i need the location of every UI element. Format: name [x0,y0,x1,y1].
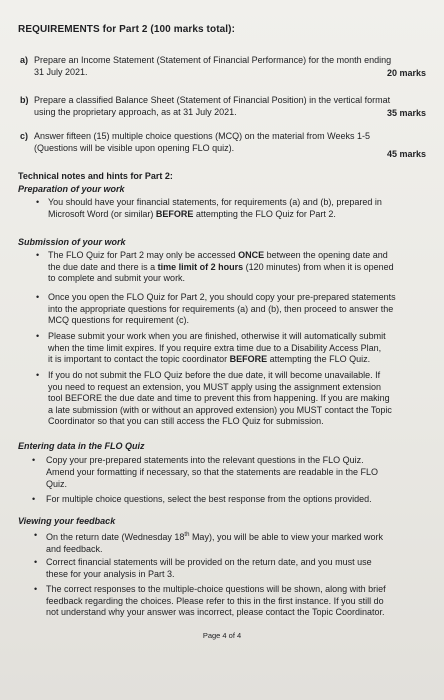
preparation-heading: Preparation of your work [18,184,125,194]
bullet-dot: • [32,455,36,465]
technical-notes-title: Technical notes and hints for Part 2: [18,171,173,181]
requirement-b [20,94,430,124]
requirement-marks: 45 marks [386,149,426,159]
document-page: REQUIREMENTS for Part 2 (100 marks total): a) Prepare an Income Statement (Statement of Financial Performance) for the month ending 31 July 2021. 20 marks b) Prepare a classified Balance Sheet (Statement of Financial Position) in the vertical format using the proprietary approach, as at 31 July 2021. 35 marks c) Answer fifteen (15) multiple choice questions (MCQ) on the material from Weeks 1-5 (Questions will be visible upon opening FLO quiz). 45 marks Technical notes and hints for Part 2: Preparation of your work • You should have your financial statements, for requirements (a) and (b), prepared in Microsoft Word (or similar) BEFORE attempting the FLO Quiz for Part 2. Submission of your work • The FLO Quiz for Part 2 may only be accessed ONCE between the opening date and the due date and there is a time limit of 2 hours (120 minutes) from when it is opened to complete and submit your work. • Once you open the FLO Quiz for Part 2, you should copy your pre-prepared statements into the appropriate questions for requirements (a) and (b), then proceed to answer the MCQ questions for requirement (c). • Please submit your work when you are finished, otherwise it will automatically submit when the time limit expires. If you require extra time due to a Disability Access Plan, it is important to contact the topic coordinator BEFORE attempting the FLO Quiz. • If you do not submit the FLO Quiz before the due date, it will become unavailable. If you need to request an extension, you MUST apply using the assignment extension tool BEFORE the due date and time to prevent this from happening. If you are making a late submission (with or without an approved extension) you MUST contact the Topic Coordinator so that you can still access the FLO Quiz for submission. Entering data in the FLO Quiz • Copy your pre-prepared statements into the relevant questions in the FLO Quiz. Amend your formatting if necessary, so that the statements are readable in the FLO Quiz. • For multiple choice questions, select the best response from the options provided. Viewing your feedback • On the return date (Wednesday 18th May), you will be able to view your marked work and feedback. • Correct financial statements will be provided on the return date, and you must use these for your analysis in Part 3. • The correct responses to the multiple-choice questions will be shown, along with brief feedback regarding the choices. Please refer to this in the first instance. If you still do not understand why your answer was incorrect, please contact the Topic Coordinator. Page 4 of 4 [0,0,444,700]
submission-heading: Submission of your work [18,237,126,247]
requirement-text-line: Prepare an Income Statement (Statement of Financial Performance) for the month ending [34,55,392,65]
bullet-dot: • [34,557,38,567]
requirement-text-line: using the proprietary approach, as at 31 July 2021. [34,107,237,117]
requirement-marks: 20 marks [386,68,426,78]
requirement-label: a) [20,55,29,65]
bullet-dot: • [34,530,38,540]
requirement-label: c) [20,131,29,141]
bullet-dot: • [36,292,40,302]
bullet-dot: • [32,494,36,504]
page-number: Page 4 of 4 [202,631,242,640]
requirement-text-line: Answer fifteen (15) multiple choice questions (MCQ) on the material from Weeks 1-5 [34,131,370,141]
requirement-text-line: Prepare a classified Balance Sheet (Statement of Financial Position) in the vertical format [34,95,391,105]
bullet-dot: • [36,197,40,207]
bullet-dot: • [36,250,40,260]
requirement-marks: 35 marks [386,108,426,118]
requirement-label: b) [20,95,29,105]
requirement-text-line: 31 July 2021. [34,67,88,77]
requirements-title: REQUIREMENTS for Part 2 (100 marks total): [18,24,236,35]
requirement-c [20,130,430,160]
bullet-dot: • [36,370,40,380]
requirement-text-line: (Questions will be visible upon opening FLO quiz). [34,143,235,153]
requirement-a [20,54,430,84]
entering-heading: Entering data in the FLO Quiz [18,441,145,451]
feedback-heading: Viewing your feedback [18,516,116,526]
bullet-dot: • [36,331,40,341]
bullet-dot: • [34,584,38,594]
